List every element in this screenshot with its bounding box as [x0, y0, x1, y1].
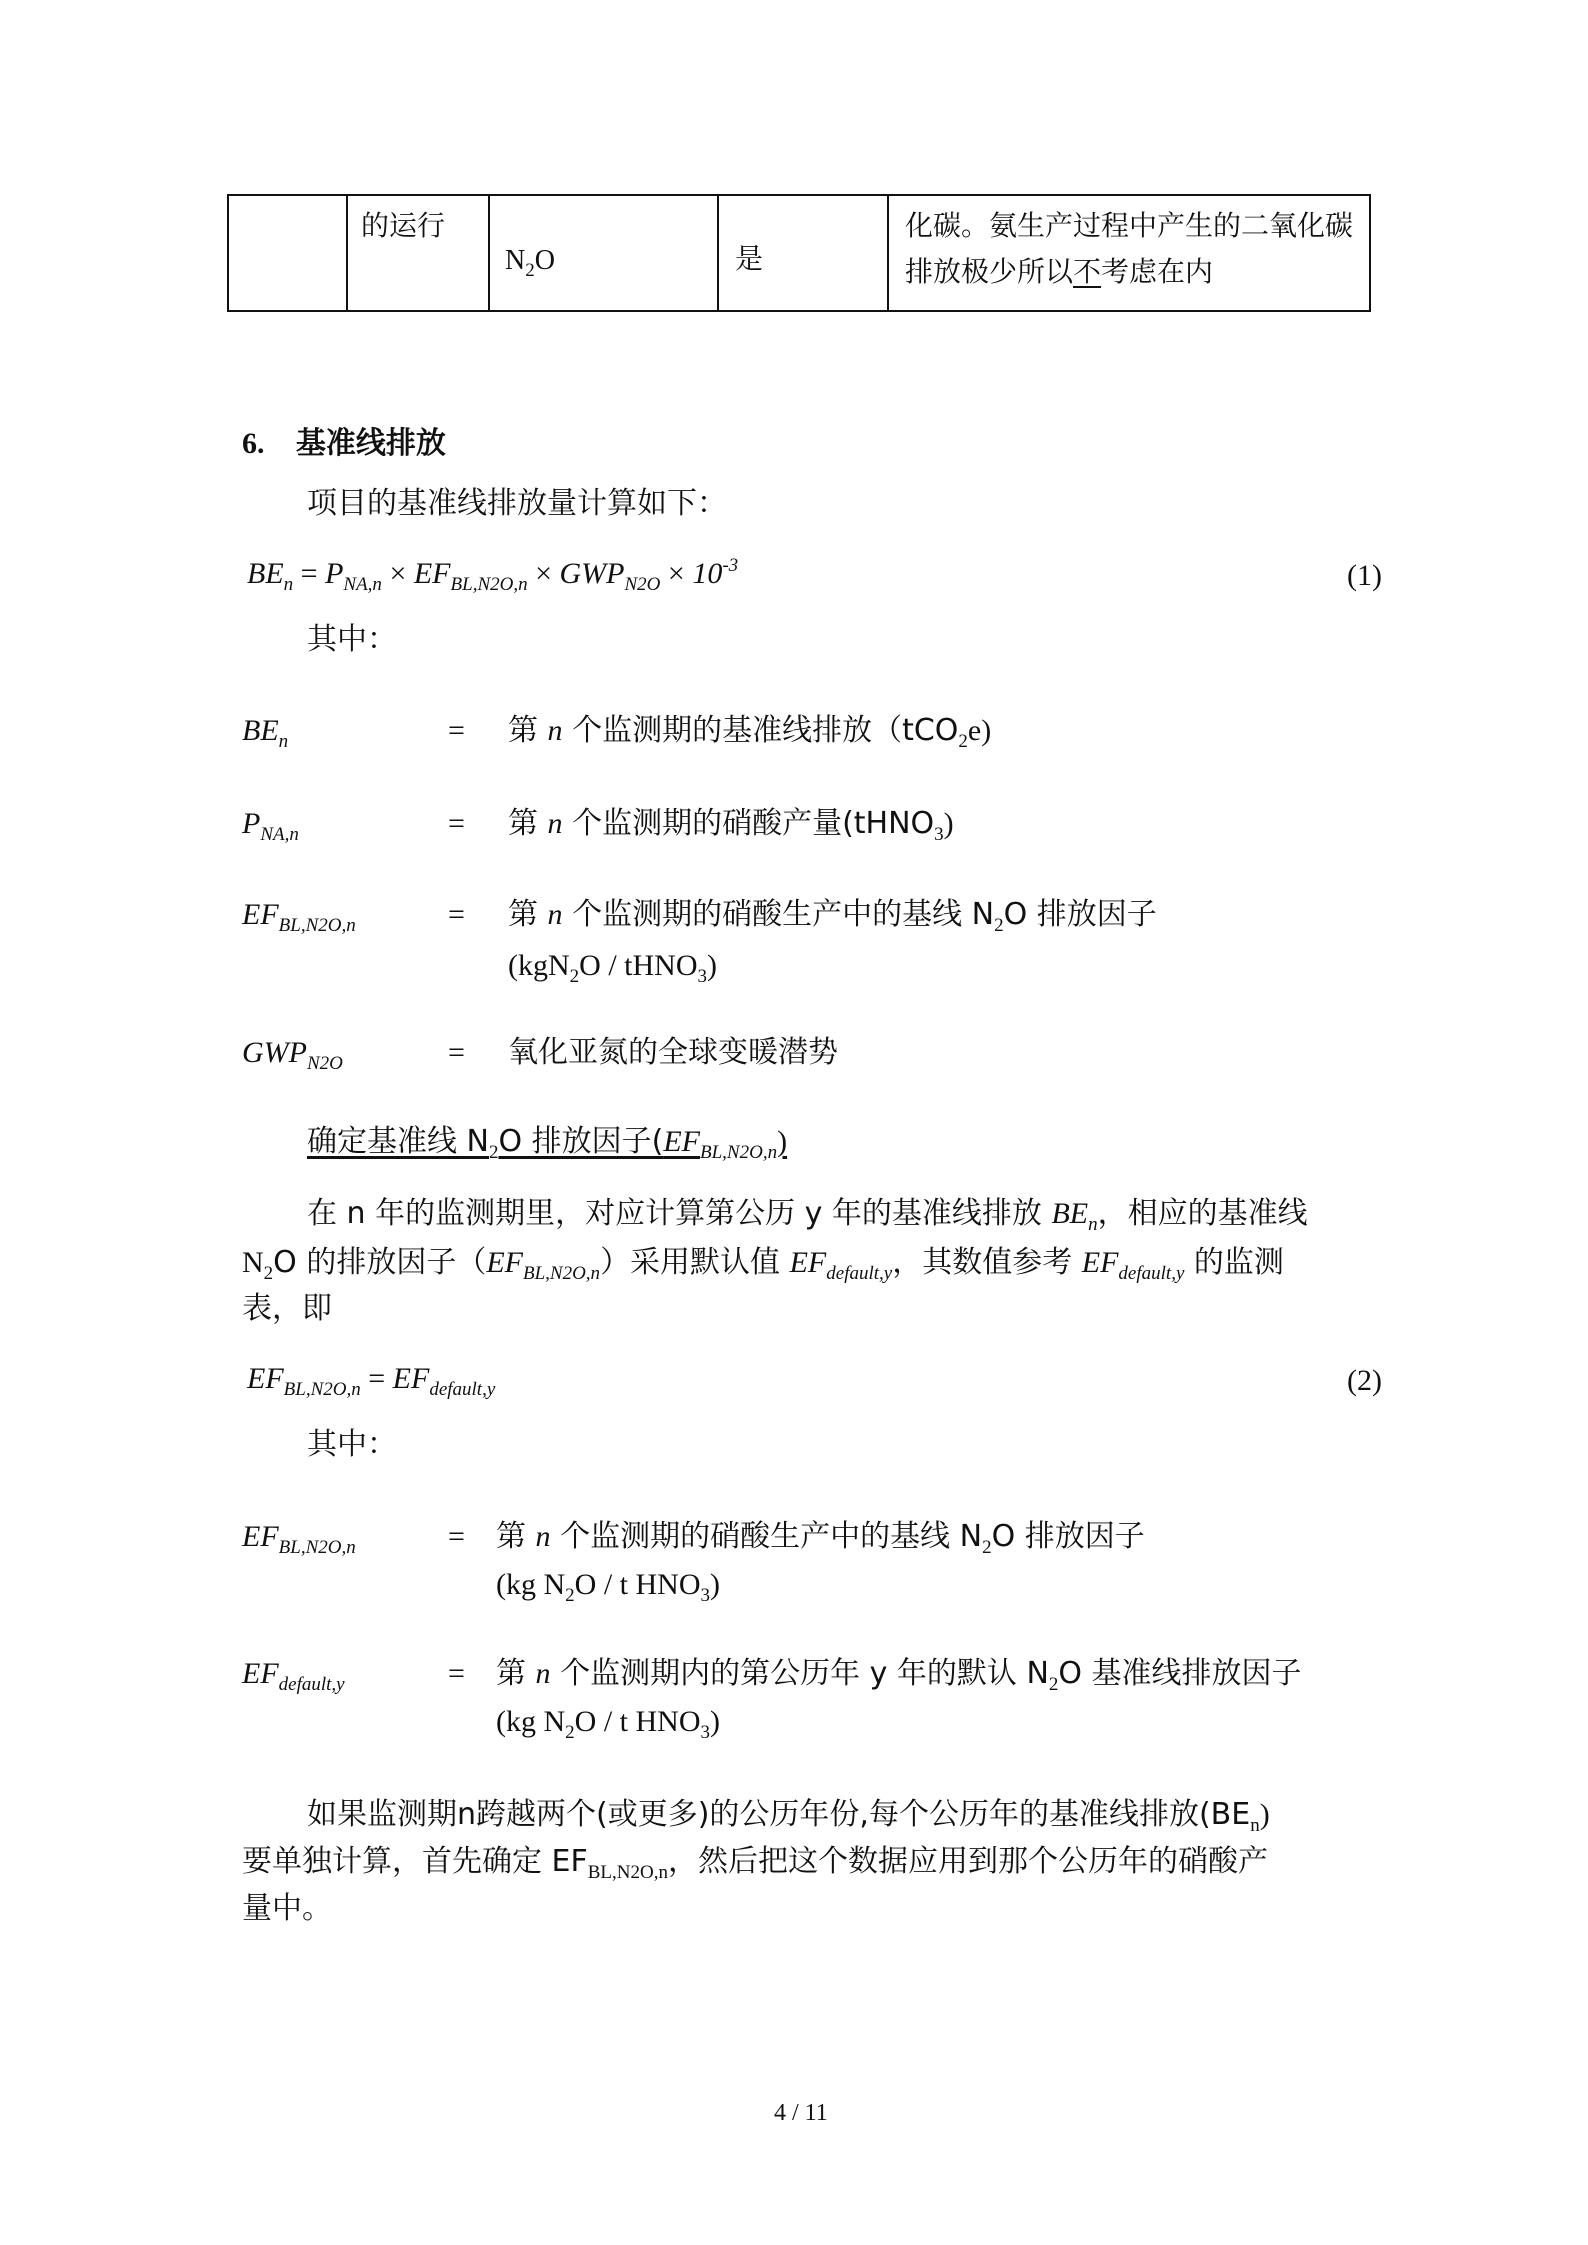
- definition-equals: =: [448, 1657, 465, 1690]
- equation-1: $BE_n = P_{NA,n} \times EF_{BL,N2O,n} \times GWP_{N2O} \times 10^{-3}$: [247, 555, 739, 595]
- definition-text: 第 n 个监测期内的第公历年 y 年的默认 $N_2O$ 基准线排放因子: [496, 1656, 1302, 1695]
- table-cell-explanation-line1: 化碳。氨生产过程中产生的二氧化碳: [905, 209, 1354, 242]
- definition-text: 第 n 个监测期的硝酸产量(tHNO$_3$): [508, 806, 954, 845]
- definition-text: 第 n 个监测期的基准线排放（tCO$_2$e): [508, 713, 992, 752]
- table-divider: [488, 196, 490, 310]
- section-heading: 6. 基准线排放: [242, 426, 446, 461]
- table: [227, 194, 1371, 312]
- table-cell-operation: 的运行: [361, 209, 446, 242]
- table-divider: [717, 196, 719, 310]
- paragraph-line: 要单独计算，首先确定 $EF_{BL,N2O,n}$，然后把这个数据应用到那个公历年的硝酸产: [242, 1844, 1268, 1883]
- definition-unit: (kg $N_2O$ / t $HNO_3$): [496, 1705, 720, 1743]
- table-divider: [346, 196, 348, 310]
- definition-symbol: $EF_{BL,N2O,n}$: [242, 898, 356, 936]
- definition-text: 氧化亚氮的全球变暖潜势: [508, 1035, 838, 1070]
- equation-number-1: (1): [1347, 559, 1382, 592]
- definition-text: 第 n 个监测期的硝酸生产中的基线 $N_2O$ 排放因子: [496, 1519, 1145, 1558]
- intro-text: 项目的基准线排放量计算如下：: [307, 486, 727, 521]
- definition-equals: =: [448, 714, 465, 747]
- definition-equals: =: [448, 807, 465, 840]
- paragraph-line: 表，即: [242, 1291, 332, 1326]
- page-number: 4 / 11: [774, 2100, 828, 2126]
- definition-equals: =: [448, 1520, 465, 1553]
- subheading: 确定基准线 $N_2O$ 排放因子$(EF_{BL,N2O,n})$: [307, 1124, 788, 1163]
- definition-symbol: $EF_{default,y}$: [242, 1657, 345, 1695]
- table-cell-gas: $N_2O$: [505, 245, 555, 281]
- paragraph-line: $N_2O$ 的排放因子$(EF_{BL,N2O,n})$采用默认值 $EF_{default,y}$，其数值参考 $EF_{default,y}$ 的监测: [242, 1245, 1284, 1284]
- equation-2: $EF_{BL,N2O,n} = EF_{default,y}$: [247, 1362, 496, 1400]
- definition-equals: =: [448, 1036, 465, 1069]
- equation-number-2: (2): [1347, 1364, 1382, 1397]
- definition-symbol: $GWP_{N2O}$: [242, 1036, 343, 1074]
- definition-symbol: $P_{NA,n}$: [242, 807, 299, 845]
- definition-text: 第 n 个监测期的硝酸生产中的基线 $N_2O$ 排放因子: [508, 897, 1157, 936]
- paragraph-line: 在 n 年的监测期里，对应计算第公历 y 年的基准线排放 $BE_n$，相应的基准线: [307, 1196, 1308, 1235]
- table-cell-included: 是: [735, 242, 764, 275]
- paragraph-line: 如果监测期n跨越两个(或更多)的公历年份,每个公历年的基准线排放$(BE_n)$: [307, 1797, 1270, 1836]
- where-label: 其中：: [307, 622, 397, 657]
- definition-unit: (kg $N_2O$ / t $HNO_3$): [496, 1568, 720, 1606]
- paragraph-line: 量中。: [242, 1891, 332, 1926]
- table-cell-explanation-line2: 排放极少所以不考虑在内: [905, 255, 1214, 288]
- definition-unit: (kgN$_2$O / tHNO$_3$): [508, 949, 717, 987]
- definition-symbol: $BE_n$: [242, 714, 289, 752]
- where-label: 其中：: [307, 1427, 397, 1462]
- definition-equals: =: [448, 898, 465, 931]
- definition-symbol: $EF_{BL,N2O,n}$: [242, 1520, 356, 1558]
- table-divider: [887, 196, 889, 310]
